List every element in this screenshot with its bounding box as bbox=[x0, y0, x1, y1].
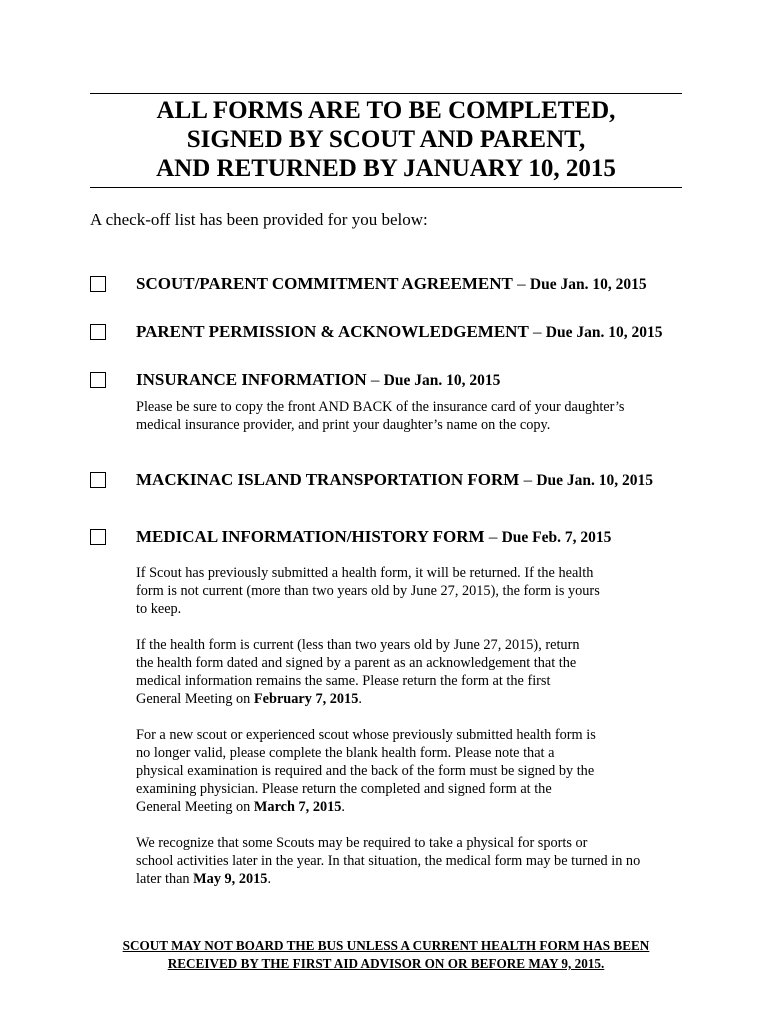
intro-text: A check-off list has been provided for you below: bbox=[90, 210, 428, 229]
checkbox[interactable] bbox=[90, 529, 106, 545]
due-date: Due Feb. 7, 2015 bbox=[501, 529, 612, 546]
item-title: SCOUT/PARENT COMMITMENT AGREEMENT – Due Jan. 10, 2015 bbox=[136, 274, 647, 293]
due-date: Due Jan. 10, 2015 bbox=[545, 324, 663, 341]
checkbox[interactable] bbox=[90, 324, 106, 340]
item-title: PARENT PERMISSION & ACKNOWLEDGEMENT – Due Jan. 10, 2015 bbox=[136, 322, 663, 341]
page-title bbox=[90, 96, 682, 183]
item-title: INSURANCE INFORMATION – Due Jan. 10, 2015 bbox=[136, 370, 501, 389]
deadline-date: February 7, 2015 bbox=[253, 691, 359, 707]
due-date: Due Jan. 10, 2015 bbox=[536, 472, 654, 489]
insurance-note: Please be sure to copy the front AND BACK of the insurance card of your daughter’s medical insurance provider, and print your daughter’s name on the copy. bbox=[136, 399, 625, 433]
medical-paragraph: If the health form is current (less than two years old by June 27, 2015), return the health form dated and signed by a parent as an acknowledgement that the medical information remains the same. Please return the form at the first General Meeting on February 7, 2015. bbox=[136, 637, 580, 707]
bus-boarding-notice: SCOUT MAY NOT BOARD THE BUS UNLESS A CURRENT HEALTH FORM HAS BEEN RECEIVED BY THE FIRST AID ADVISOR ON OR BEFORE MAY 9, 2015. bbox=[122, 938, 650, 971]
checkbox[interactable] bbox=[90, 372, 106, 388]
title-line: AND RETURNED BY JANUARY 10, 2015 bbox=[156, 155, 616, 182]
deadline-date: March 7, 2015 bbox=[253, 799, 342, 815]
header-rule-bottom bbox=[90, 187, 682, 188]
item-title: MEDICAL INFORMATION/HISTORY FORM – Due Feb. 7, 2015 bbox=[136, 527, 612, 546]
checkbox[interactable] bbox=[90, 276, 106, 292]
checkbox[interactable] bbox=[90, 472, 106, 488]
item-title: MACKINAC ISLAND TRANSPORTATION FORM – Due Jan. 10, 2015 bbox=[136, 470, 654, 489]
title-line: ALL FORMS ARE TO BE COMPLETED, bbox=[156, 97, 616, 124]
header-rule-top bbox=[90, 93, 682, 94]
due-date: Due Jan. 10, 2015 bbox=[529, 276, 647, 293]
title-line: SIGNED BY SCOUT AND PARENT, bbox=[186, 126, 586, 153]
due-date: Due Jan. 10, 2015 bbox=[383, 372, 501, 389]
medical-instructions bbox=[136, 564, 696, 906]
medical-paragraph: We recognize that some Scouts may be required to take a physical for sports or school activities later in the year. In that situation, the medical form may be turned in no later than May 9, 2015. bbox=[136, 835, 641, 887]
deadline-date: May 9, 2015 bbox=[193, 871, 268, 887]
medical-paragraph: If Scout has previously submitted a health form, it will be returned. If the health form is not current (more than two years old by June 27, 2015), the form is yours to keep. bbox=[136, 565, 600, 617]
medical-paragraph: For a new scout or experienced scout whose previously submitted health form is no longer valid, please complete the blank health form. Please note that a physical examination is required and the back of the form must be signed by the examining physician. Please return the completed and signed form at the General Meeting on March 7, 2015. bbox=[136, 727, 596, 815]
